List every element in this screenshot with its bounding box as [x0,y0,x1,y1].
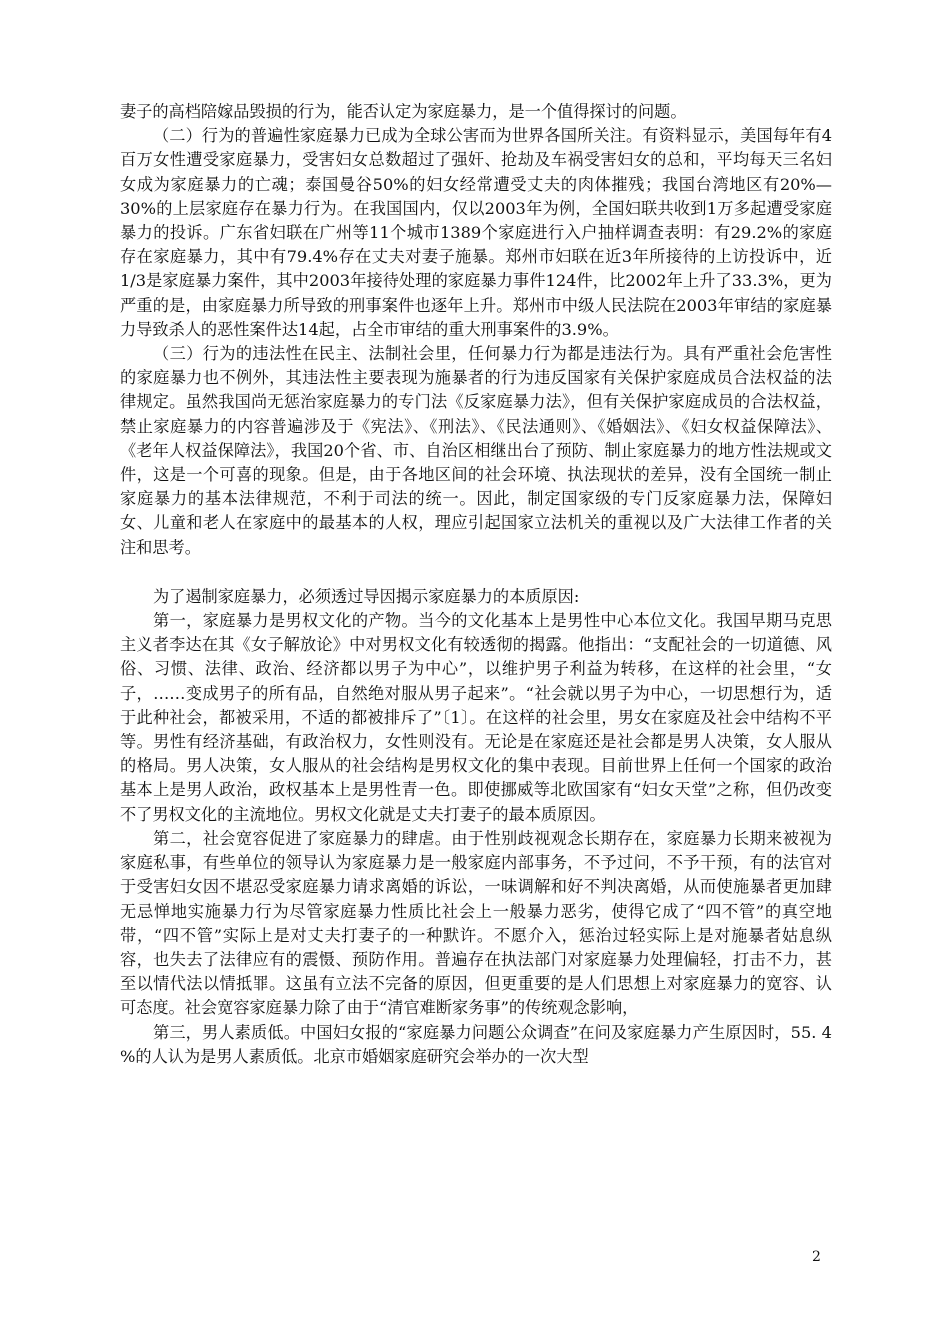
document-body [120,100,832,1069]
paragraph-cause-1: 第一，家庭暴力是男权文化的产物。当今的文化基本上是男性中心本位文化。我国早期马克思主义者李达在其《女子解放论》中对男权文化有较透彻的揭露。他指出：“支配社会的一切道德、风俗、习惯、法律、政治、经济都以男子为中心”，以维护男子利益为转移，在这样的社会里，“女子，……变成男子的所有品，自然绝对服从男子起来”。“社会就以男子为中心，一切思想行为，适于此种社会，都被采用，不适的都被排斥了”〔1〕。在这样的社会里，男女在家庭及社会中结构不平等。男性有经济基础，有政治权力，女性则没有。无论是在家庭还是社会都是男人决策，女人服从的格局。男人决策，女人服从的社会结构是男权文化的集中表现。目前世界上任何一个国家的政治基本上是男人政治，政权基本上是男性青一色。即使挪威等北欧国家有“妇女天堂”之称，但仍改变不了男权文化的主流地位。男权文化就是丈夫打妻子的最本质原因。 [120,611,832,824]
paragraph-illegality: （三）行为的违法性在民主、法制社会里，任何暴力行为都是违法行为。具有严重社会危害性的家庭暴力也不例外，其违法性主要表现为施暴者的行为违反国家有关保护家庭成员合法权益的法律规定。虽然我国尚无惩治家庭暴力的专门法《反家庭暴力法》，但有关保护家庭成员的合法权益，禁止家庭暴力的内容普遍涉及于《宪法》、《刑法》、《民法通则》、《婚姻法》、《妇女权益保障法》、《老年人权益保障法》，我国20个省、市、自治区相继出台了预防、制止家庭暴力的地方性法规或文件，这是一个可喜的现象。但是，由于各地区间的社会环境、执法现状的差异，没有全国统一制止家庭暴力的基本法律规范，不利于司法的统一。因此，制定国家级的专门反家庭暴力法，保障妇女、儿童和老人在家庭中的最基本的人权，理应引起国家立法机关的重视以及广大法律工作者的关注和思考。 [120,344,832,557]
paragraph-intro-causes: 为了遏制家庭暴力，必须透过导因揭示家庭暴力的本质原因: [153,586,580,606]
paragraph-spacer [120,560,832,585]
paragraph-continuation: 妻子的高档陪嫁品毁损的行为，能否认定为家庭暴力，是一个值得探讨的问题。 [120,102,687,121]
paragraph-universality: （二）行为的普遍性家庭暴力已成为全球公害而为世界各国所关注。有资料显示，美国每年有4百万女性遭受家庭暴力，受害妇女总数超过了强奸、抢劫及车祸受害妇女的总和，平均每天三名妇女成为家庭暴力的亡魂；泰国曼谷50%的妇女经常遭受丈夫的肉体摧残；我国台湾地区有20%—30%的上层家庭存在暴力行为。在我国国内，仅以2003年为例，全国妇联共收到1万多起遭受家庭暴力的投诉。广东省妇联在广州等11个城市1389个家庭进行入户抽样调查表明：有29.2%的家庭存在家庭暴力，其中有79.4%存在丈夫对妻子施暴。郑州市妇联在近3年所接待的上访投诉中，近1/3是家庭暴力案件，其中2003年接待处理的家庭暴力事件124件，比2002年上升了33.3%，更为严重的是，由家庭暴力所导致的刑事案件也逐年上升。郑州市中级人民法院在2003年审结的家庭暴力导致杀人的恶性案件达14起，占全市审结的重大刑事案件的3.9%。 [120,126,832,339]
page-number: 2 [812,1249,821,1265]
paragraph-cause-3: 第三，男人素质低。中国妇女报的“家庭暴力问题公众调查”在问及家庭暴力产生原因时，55. 4 %的人认为是男人素质低。北京市婚姻家庭研究会举办的一次大型 [120,1022,832,1066]
paragraph-cause-2: 第二，社会宽容促进了家庭暴力的肆虐。由于性别歧视观念长期存在，家庭暴力长期来被视为家庭私事，有些单位的领导认为家庭暴力是一般家庭内部事务，不予过问，不予干预，有的法官对于受害妇女因不堪忍受家庭暴力请求离婚的诉讼，一味调解和好不判决离婚，从而使施暴者更加肆无忌惮地实施暴力行为尽管家庭暴力性质比社会上一般暴力恶劣，使得它成了“四不管”的真空地带，“四不管”实际上是对丈夫打妻子的一种默许。不愿介入，惩治过轻实际上是对施暴者姑息纵容，也失去了法律应有的震慑、预防作用。普遍存在执法部门对家庭暴力处理偏轻，打击不力，甚至以情代法以情抵罪。这虽有立法不完备的原因，但更重要的是人们思想上对家庭暴力的宽容、认可态度。社会宽容家庭暴力除了由于“清官难断家务事”的传统观念影响， [120,828,832,1018]
